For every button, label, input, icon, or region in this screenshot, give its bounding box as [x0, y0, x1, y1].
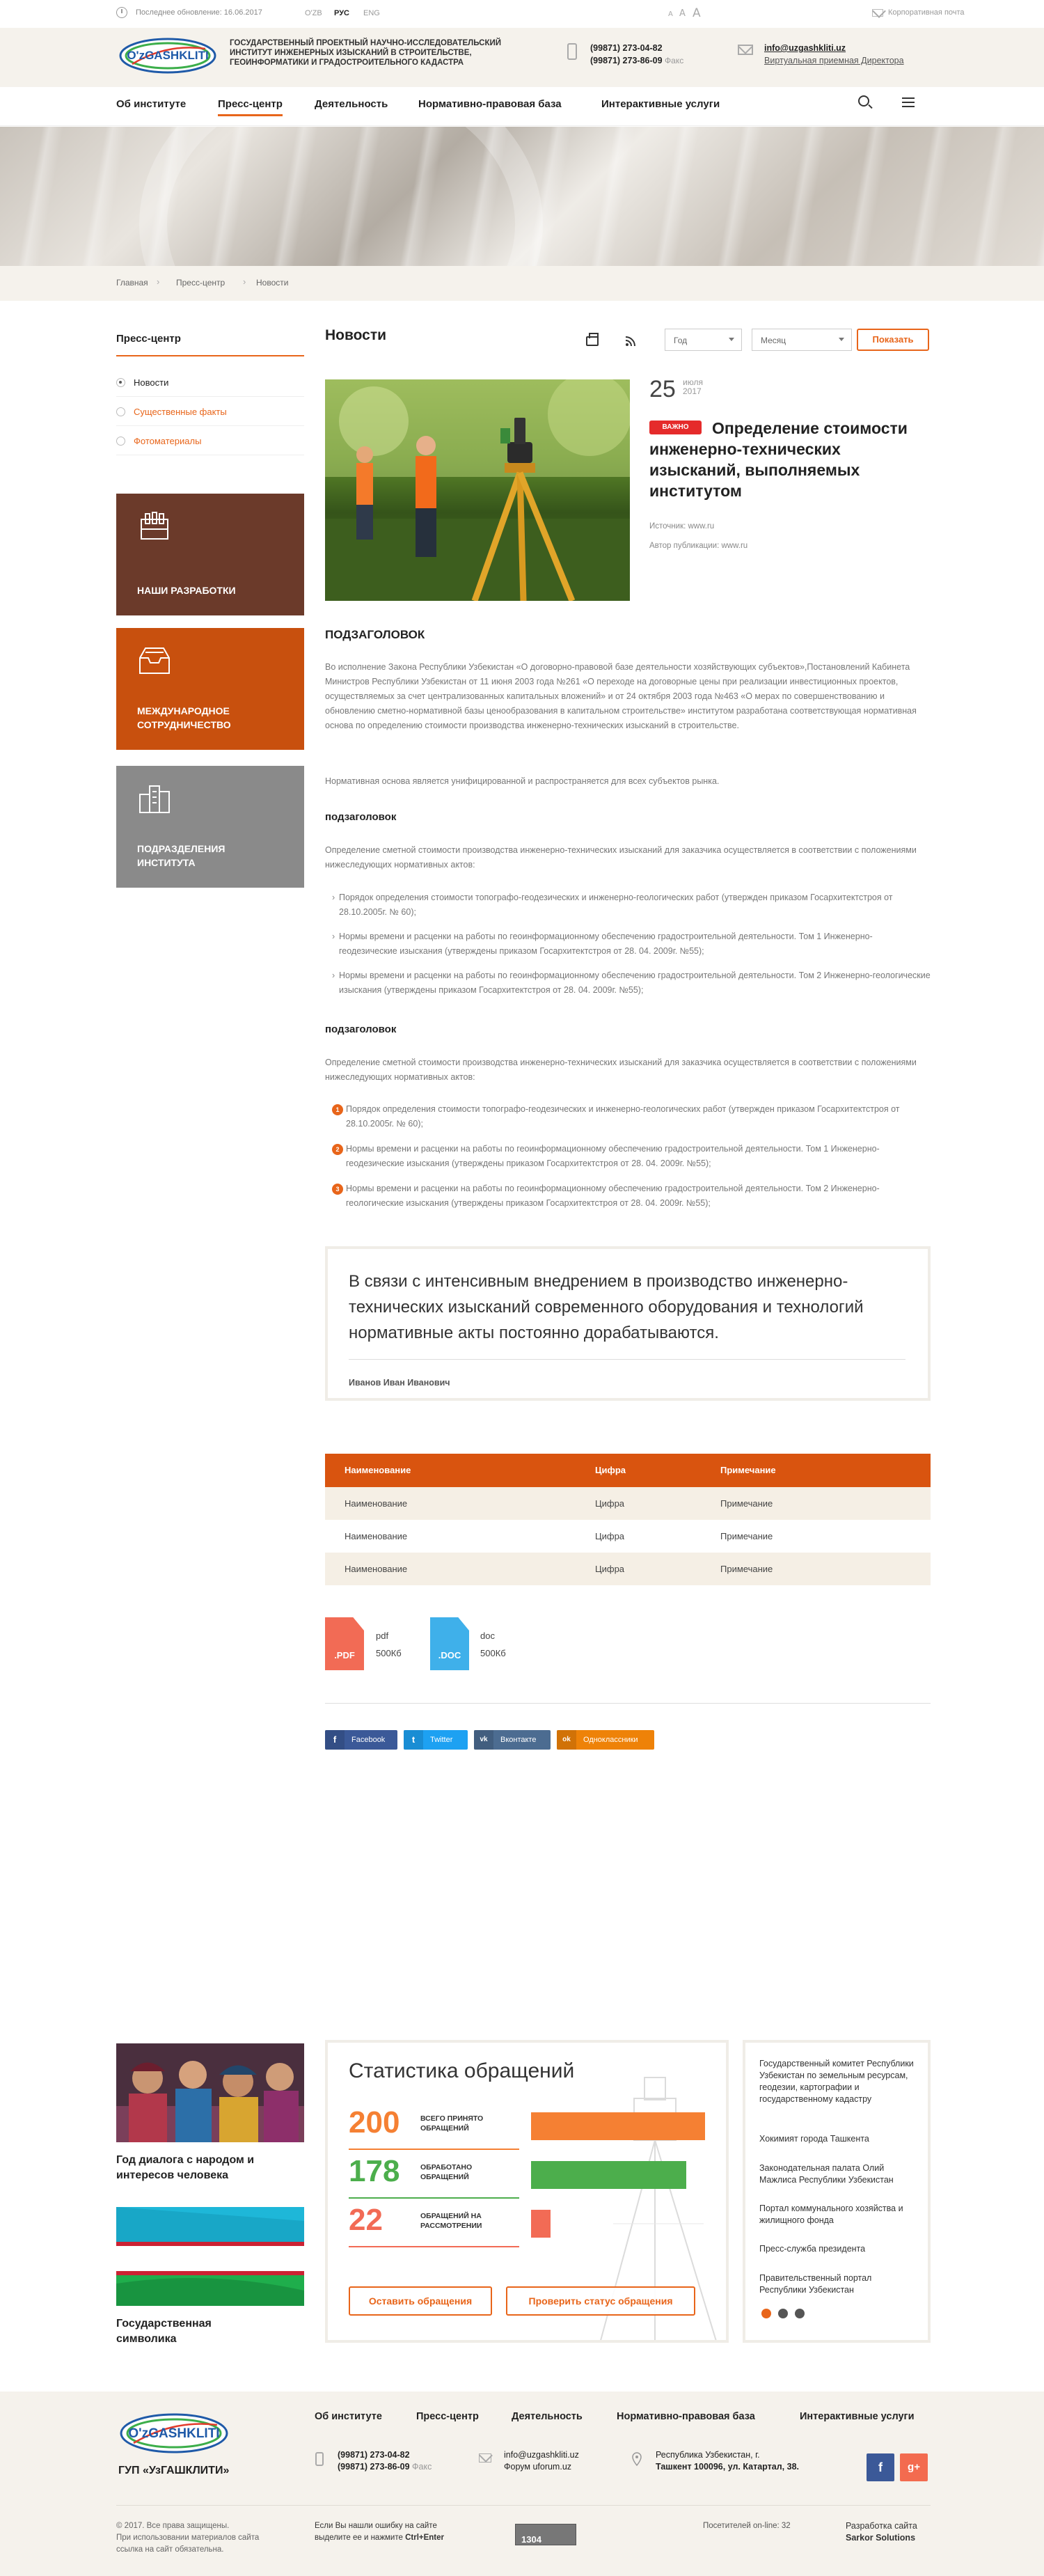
- chevron-right-icon: ›: [332, 932, 335, 941]
- state-symbols-image[interactable]: [116, 2207, 304, 2306]
- carousel-dot-active[interactable]: [761, 2309, 771, 2318]
- link-item[interactable]: Портал коммунального хозяйства и жилищного фонда: [759, 2204, 903, 2225]
- file-shape: [325, 1617, 364, 1670]
- pdf-file-icon[interactable]: [325, 1617, 364, 1670]
- breadcrumb-current: Новости: [256, 278, 289, 288]
- header-phones: [590, 42, 683, 67]
- table-cell: Примечание: [720, 1564, 773, 1574]
- stats-total-value: 200: [349, 2105, 400, 2139]
- mail-icon: [872, 9, 883, 17]
- table-cell: Цифра: [595, 1498, 625, 1509]
- paragraph-1: Во исполнение Закона Республики Узбекистан «О договорно-правовой базе деятельности хозяйствующих субъектов»,Постановлений Кабинета Министров Республики Узбекистан от 11 июня 2003 года №261 «О переходе на договорные цены при реализации инвестиционных проектов, осуществляемых за счет централизованных капитальных вложений» и от 24 октября 2003 года №463 «О мерах по совершенствованию и обновлению сметно-нормативной базы ценообразования в капитальном строительстве» институтом разработана соответствующая нормативная основа по определению стоимости производства инженерно-технических изысканий в строительстве.: [325, 662, 917, 730]
- surveyor-image: [325, 379, 630, 601]
- stats-processed-value: 178: [349, 2154, 400, 2188]
- logo-icon: [118, 2411, 230, 2456]
- lang-en[interactable]: ENG: [363, 9, 380, 17]
- quote-text: В связи с интенсивным внедрением в производство инженерно-технических изысканий современного оборудования и технологий нормативные акты постоянно дорабатываются.: [349, 1272, 864, 1342]
- error-hint-line-2: выделите ее и нажмите: [315, 2534, 403, 2542]
- link-item[interactable]: Хокимият города Ташкента: [759, 2134, 869, 2144]
- lang-uz[interactable]: O'ZB: [305, 9, 322, 17]
- institute-name: ГОСУДАРСТВЕННЫЙ ПРОЕКТНЫЙ НАУЧНО-ИССЛЕДОВАТЕЛЬСКИЙ ИНСТИТУТ ИНЖЕНЕРНЫХ ИЗЫСКАНИЙ В СТРОИТЕЛЬСТВЕ, ГЕОИНФОРМАТИКИ И ГРАДОСТРОИТЕЛЬНОГО КАДАСТРА: [230, 39, 502, 67]
- footer-address-line-1: Республика Узбекистан, г.: [656, 2450, 760, 2460]
- table-cell: Наименование: [345, 1498, 408, 1509]
- header-phone-2[interactable]: (99871) 273-86-09: [590, 56, 663, 65]
- file-name: pdf: [376, 1631, 389, 1641]
- sidebar-item-label: Фотоматериалы: [134, 436, 202, 446]
- footer-divider: [116, 2505, 931, 2506]
- list-number: 1: [332, 1104, 343, 1115]
- phone-icon: [567, 43, 577, 60]
- flag-image: [116, 2207, 304, 2306]
- share-ok-button[interactable]: [557, 1730, 654, 1750]
- people-image: [116, 2043, 304, 2142]
- lang-ru[interactable]: РУС: [334, 9, 349, 17]
- footer-fax-label: Факс: [412, 2462, 432, 2472]
- footer-nav-press[interactable]: Пресс-центр: [416, 2411, 479, 2422]
- footer-facebook-icon[interactable]: f: [867, 2453, 894, 2481]
- list-item-text: Нормы времени и расценки на работы по геоинформационному обеспечению градостроительной деятельности. Том 2 Инженерно-геологические изыскания (утверждены приказом Госархитектстроя от 28. 04. 2009г. №55);: [339, 971, 931, 995]
- file-shape: [430, 1617, 469, 1670]
- link-item[interactable]: Законодательная палата Олий Мажлиса Республики Узбекистан: [759, 2163, 894, 2185]
- top-bar: [0, 0, 1044, 28]
- logo-icon: [118, 36, 217, 75]
- header-phone-1[interactable]: (99871) 273-04-82: [590, 43, 663, 53]
- footer-logo[interactable]: [118, 2411, 230, 2456]
- list-item: [332, 890, 931, 920]
- pdf-file-info[interactable]: [376, 1627, 402, 1662]
- article-title: Определение стоимости инженерно-технических изысканий, выполняемых институтом: [649, 419, 908, 500]
- vk-icon: vk: [474, 1730, 493, 1750]
- breadcrumb-separator: ›: [243, 276, 246, 287]
- footer-phone-1[interactable]: (99871) 273-04-82: [338, 2450, 410, 2460]
- breadcrumb-press[interactable]: Пресс-центр: [176, 278, 226, 288]
- doc-file-icon[interactable]: [430, 1617, 469, 1670]
- stats-total-underline: [349, 2149, 519, 2150]
- footer-forum-link[interactable]: Форум uforum.uz: [504, 2462, 572, 2472]
- online-visitors: Посетителей on-line: 32: [703, 2522, 791, 2530]
- sidebar-item-facts[interactable]: [116, 398, 304, 426]
- useful-links-widget: [743, 2040, 931, 2343]
- year-select[interactable]: Год: [665, 329, 742, 351]
- hero-banner: [0, 127, 1044, 266]
- search-icon[interactable]: [858, 95, 869, 107]
- footer-nav-about[interactable]: Об институте: [315, 2411, 382, 2422]
- logo-text: O'zGASHKLITI: [127, 49, 209, 62]
- paragraph-2: Нормативная основа является унифицированной и распространяется для всех субъектов рынка.: [325, 776, 720, 786]
- month-select[interactable]: Месяц: [752, 329, 852, 351]
- header-emails: [764, 42, 904, 67]
- rss-icon[interactable]: [625, 336, 636, 347]
- corporate-mail-link[interactable]: Корпоративная почта: [888, 8, 965, 17]
- share-label: Twitter: [430, 1736, 453, 1744]
- error-hint-key: Ctrl+Enter: [405, 2534, 444, 2542]
- share-label: Вконтакте: [500, 1736, 537, 1744]
- table-header-cell: Наименование: [345, 1465, 411, 1475]
- show-button[interactable]: Показать: [857, 329, 929, 351]
- list-item: [335, 1181, 931, 1211]
- table-header-row: [325, 1454, 931, 1487]
- article-date-month-year: [683, 378, 703, 396]
- table-cell: Примечание: [720, 1531, 773, 1541]
- list-item: [332, 968, 931, 998]
- blockquote: [325, 1246, 931, 1401]
- last-update: Последнее обновление: 16.06.2017: [136, 8, 262, 17]
- footer-phones: [338, 2449, 432, 2473]
- share-twitter-button[interactable]: [404, 1730, 468, 1750]
- stats-processed-bar: [531, 2161, 686, 2189]
- footer-email-link[interactable]: info@uzgashkliti.uz: [504, 2450, 579, 2460]
- logo-text: O'zGASHKLITI: [128, 2426, 220, 2441]
- virtual-reception-link[interactable]: Виртуальная приемная Директора: [764, 56, 904, 65]
- table-cell: Наименование: [345, 1531, 408, 1541]
- footer-phone-2[interactable]: (99871) 273-86-09: [338, 2462, 410, 2472]
- menu-icon[interactable]: [902, 97, 915, 107]
- check-status-button[interactable]: Проверить статус обращения: [506, 2286, 695, 2316]
- breadcrumb-separator: ›: [157, 276, 160, 287]
- table-cell: Примечание: [720, 1498, 773, 1509]
- article-date-day: 25: [649, 376, 676, 402]
- clock-icon: [116, 7, 127, 18]
- share-vk-button[interactable]: [474, 1730, 551, 1750]
- table-row: [325, 1487, 931, 1520]
- file-size: 500Кб: [480, 1648, 506, 1658]
- article-photo: [325, 379, 630, 601]
- article-date-year: 2017: [683, 386, 702, 396]
- data-table: [325, 1454, 931, 1585]
- font-size-medium[interactable]: A: [679, 8, 686, 19]
- tile-departments[interactable]: [116, 766, 304, 888]
- circle-icon: [116, 378, 125, 387]
- chevron-right-icon: ›: [332, 893, 335, 902]
- sidebar-title: Пресс-центр: [116, 333, 181, 345]
- tile-developments[interactable]: [116, 494, 304, 615]
- chevron-right-icon: ›: [332, 971, 335, 980]
- building-icon: [137, 783, 172, 814]
- file-size: 500Кб: [376, 1648, 402, 1658]
- file-name: doc: [480, 1631, 495, 1641]
- tile-label: ПОДРАЗДЕЛЕНИЯ ИНСТИТУТА: [137, 843, 226, 868]
- nav-legal-base[interactable]: Нормативно-правовая база: [418, 98, 562, 110]
- stats-pending-value: 22: [349, 2203, 383, 2237]
- appeals-stats-widget: [325, 2040, 729, 2343]
- main-nav: [0, 87, 1044, 126]
- tile-label: МЕЖДУНАРОДНОЕ СОТРУДНИЧЕСТВО: [137, 705, 231, 730]
- nav-about[interactable]: Об институте: [116, 98, 187, 110]
- email-icon: [738, 45, 753, 55]
- sidebar-item-photos[interactable]: [116, 427, 304, 455]
- breadcrumb-home[interactable]: Главная: [116, 278, 148, 288]
- footer-error-hint: [315, 2520, 444, 2544]
- list-item: [335, 1142, 931, 1171]
- table-row: [325, 1553, 931, 1585]
- phone-icon: [315, 2452, 324, 2466]
- stats-total-label: ВСЕГО ПРИНЯТО ОБРАЩЕНИЙ: [420, 2114, 484, 2133]
- list-item-text: Нормы времени и расценки на работы по геоинформационному обеспечению градостроительной деятельности. Том 1 Инженерно-геодезические изыскания (утверждены приказом Госархитектстроя от 28. 04. 2009г. №55);: [346, 1144, 880, 1168]
- carousel-dot[interactable]: [795, 2309, 805, 2318]
- error-hint-line-1: Если Вы нашли ошибку на сайте: [315, 2522, 437, 2530]
- circle-icon: [116, 437, 125, 446]
- nav-activity[interactable]: Деятельность: [315, 98, 388, 110]
- link-item[interactable]: Пресс-служба президента: [759, 2244, 866, 2254]
- stats-title: Статистика обращений: [349, 2059, 575, 2082]
- list-item-text: Нормы времени и расценки на работы по геоинформационному обеспечению градостроительной деятельности. Том 1 Инженерно-геодезические изыскания (утверждены приказом Госархитектстроя от 28. 04. 2009г. №55);: [339, 932, 873, 956]
- share-label: Facebook: [351, 1736, 386, 1744]
- page-title: Новости: [325, 327, 387, 343]
- footer-address: [656, 2449, 799, 2473]
- footer-contacts: [504, 2449, 579, 2473]
- table-header-cell: Цифра: [595, 1465, 626, 1475]
- copyright-line-2: При использовании материалов сайта: [116, 2534, 260, 2542]
- paragraph-4: Определение сметной стоимости производства инженерно-технических изысканий для заказчика осуществляется в соответствии с положениями нижеследующих нормативных актов:: [325, 1058, 917, 1082]
- sidebar-item-label: Существенные факты: [134, 407, 227, 417]
- tools-icon: [137, 511, 172, 542]
- facebook-icon: f: [325, 1730, 345, 1750]
- table-header-cell: Примечание: [720, 1465, 776, 1475]
- nav-press-center[interactable]: Пресс-центр: [218, 98, 283, 116]
- inbox-icon: [137, 645, 172, 676]
- stats-pending-bar: [531, 2210, 551, 2238]
- footer-nav-services[interactable]: Интерактивные услуги: [800, 2411, 915, 2422]
- print-icon[interactable]: [586, 336, 599, 346]
- file-ext: .PDF: [334, 1650, 355, 1660]
- font-size-large[interactable]: A: [693, 6, 701, 20]
- leave-appeal-button[interactable]: Оставить обращения: [349, 2286, 492, 2316]
- dialogue-year-image[interactable]: [116, 2043, 304, 2142]
- copyright-line-3: ссылка на сайт обязательна.: [116, 2545, 224, 2554]
- article-author: Автор публикации: www.ru: [649, 542, 748, 550]
- sidebar-item-label: Новости: [134, 377, 169, 388]
- carousel-dot[interactable]: [778, 2309, 788, 2318]
- list-item: [332, 929, 931, 959]
- logo[interactable]: [118, 36, 217, 75]
- file-ext: .DOC: [438, 1650, 461, 1660]
- header-email-link[interactable]: info@uzgashkliti.uz: [764, 43, 846, 53]
- link-item[interactable]: Государственный комитет Республики Узбекистан по земельным ресурсам, геодезии, картографии и государственному кадастру: [759, 2059, 914, 2104]
- quote-divider: [349, 1359, 905, 1360]
- footer-nav-legal[interactable]: Нормативно-правовая база: [617, 2411, 755, 2422]
- dialogue-year-link[interactable]: Год диалога с народом и интересов человека: [116, 2154, 255, 2181]
- footer-googleplus-icon[interactable]: g+: [900, 2453, 928, 2481]
- footer-org-name: ГУП «УзГАШКЛИТИ»: [118, 2465, 230, 2476]
- quote-author: Иванов Иван Иванович: [349, 1378, 450, 1388]
- list-item-text: Порядок определения стоимости топографо-геодезических и инженерно-геологических работ (утвержден приказом Госархитектстроя от 28.10.2005г. № 60);: [339, 893, 893, 917]
- list-number: 2: [332, 1144, 343, 1155]
- copyright-line-1: © 2017. Все права защищены.: [116, 2522, 230, 2530]
- tile-international[interactable]: [116, 628, 304, 750]
- visitor-counter: 1304: [515, 2524, 576, 2545]
- stats-processed-underline: [349, 2197, 519, 2199]
- list-number: 3: [332, 1184, 343, 1195]
- stats-pending-label: ОБРАЩЕНИЙ НА РАССМОТРЕНИИ: [420, 2212, 482, 2230]
- table-cell: Цифра: [595, 1564, 625, 1574]
- share-label: Одноклассники: [583, 1736, 638, 1744]
- stats-total-bar: [531, 2112, 705, 2140]
- footer-nav-activity[interactable]: Деятельность: [512, 2411, 583, 2422]
- paragraph-3: Определение сметной стоимости производства инженерно-технических изысканий для заказчика осуществляется в соответствии с положениями нижеследующих нормативных актов:: [325, 845, 917, 870]
- stats-pending-underline: [349, 2246, 519, 2247]
- table-row: [325, 1520, 931, 1553]
- link-item[interactable]: Правительственный портал Республики Узбекистан: [759, 2273, 872, 2295]
- share-facebook-button[interactable]: [325, 1730, 397, 1750]
- subheading-1: ПОДЗАГОЛОВОК: [325, 628, 425, 641]
- list-item-text: Нормы времени и расценки на работы по геоинформационному обеспечению градостроительной деятельности. Том 2 Инженерно-геологические изыскания (утверждены приказом Госархитектстроя от 28. 04. 2009г. №55);: [346, 1184, 880, 1208]
- subheading-2: подзаголовок: [325, 811, 397, 823]
- important-badge: ВАЖНО: [649, 421, 702, 434]
- developer-link[interactable]: Sarkor Solutions: [846, 2533, 916, 2543]
- odnoklassniki-icon: ok: [557, 1730, 576, 1750]
- location-pin-icon: [632, 2452, 642, 2466]
- state-symbols-link[interactable]: Государственная символика: [116, 2318, 212, 2345]
- footer-copyright: [116, 2520, 259, 2556]
- developer-label: Разработка сайта: [846, 2521, 917, 2531]
- list-item: [335, 1102, 931, 1131]
- subheading-3: подзаголовок: [325, 1023, 397, 1035]
- email-icon: [479, 2453, 491, 2463]
- article-source: Источник: www.ru: [649, 522, 715, 531]
- developer-credit: [846, 2520, 917, 2544]
- breadcrumb: [0, 266, 1044, 301]
- table-cell: Наименование: [345, 1564, 408, 1574]
- article-date-month: июля: [683, 377, 703, 387]
- list-item-text: Порядок определения стоимости топографо-геодезических и инженерно-геологических работ (утвержден приказом Госархитектстроя от 28.10.2005г. № 60);: [346, 1104, 900, 1129]
- font-size-small[interactable]: A: [668, 10, 673, 18]
- stats-processed-label: ОБРАБОТАНО ОБРАЩЕНИЙ: [420, 2163, 473, 2181]
- twitter-icon: t: [404, 1730, 423, 1750]
- table-cell: Цифра: [595, 1531, 625, 1541]
- sidebar-item-news[interactable]: [116, 369, 304, 397]
- circle-icon: [116, 407, 125, 416]
- fax-label: Факс: [665, 56, 684, 65]
- doc-file-info[interactable]: [480, 1627, 506, 1662]
- tile-label: НАШИ РАЗРАБОТКИ: [137, 585, 236, 596]
- nav-interactive-services[interactable]: Интерактивные услуги: [601, 98, 720, 110]
- content-divider: [325, 1703, 931, 1704]
- sidebar-divider: [116, 355, 304, 356]
- footer-address-line-2: Ташкент 100096, ул. Катартал, 38.: [656, 2462, 799, 2472]
